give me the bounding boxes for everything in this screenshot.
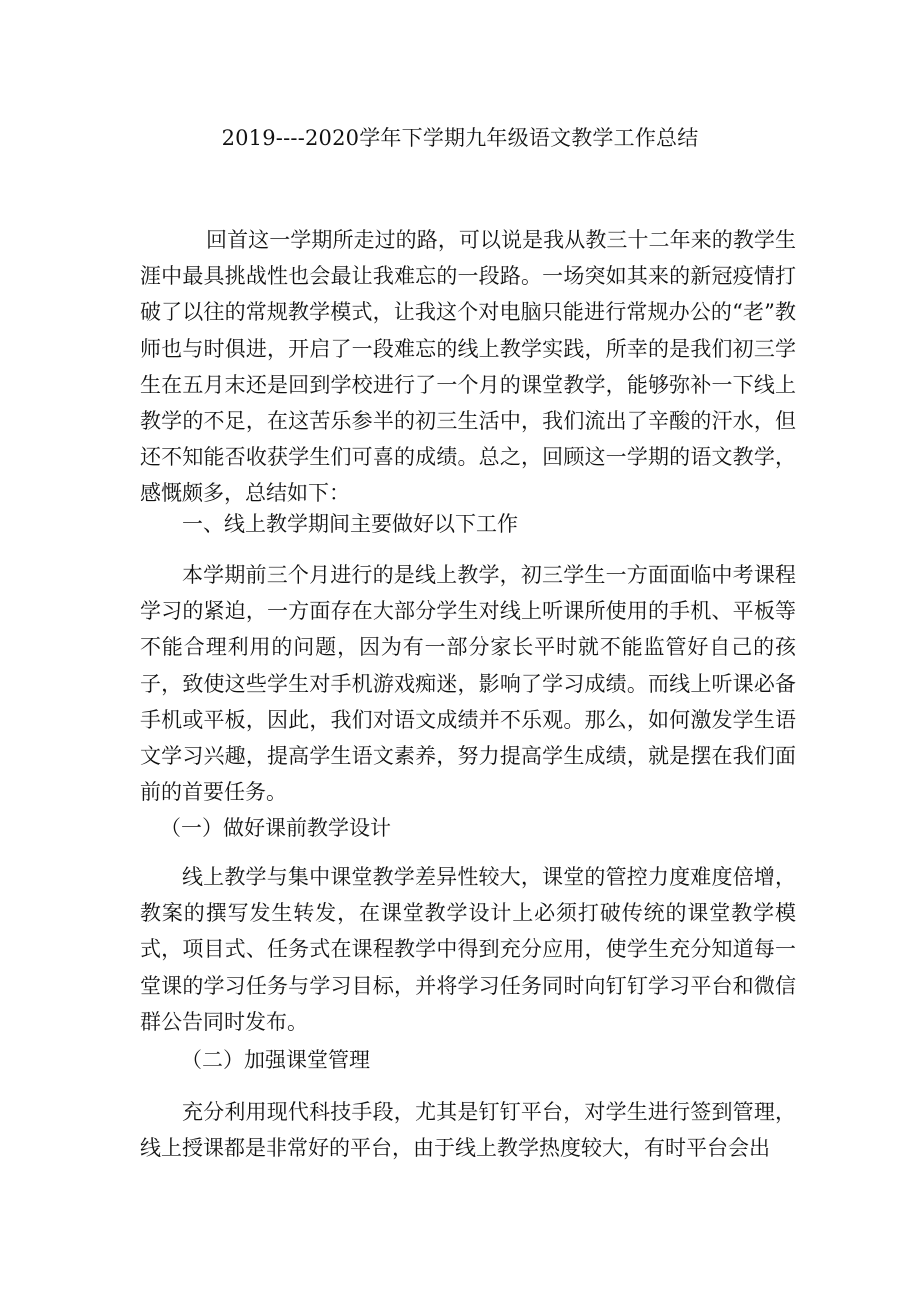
section-heading-online-teaching: 一、线上教学期间主要做好以下工作 (182, 512, 518, 536)
paragraph-lesson-design: 线上教学与集中课堂教学差异性较大，课堂的管控力度难度倍增，教案的撰写发生转发，在课堂教学设计上必须打破传统的课堂教学模式，项目式、任务式在课程教学中得到充分应用，使学生充分知道每一堂课的学习任务与学习目标，并将学习任务同时向钉钉学习平台和微信群公告同时发布。 (140, 865, 796, 1034)
document-title: 2019----2020学年下学期九年级语文教学工作总结 (221, 126, 699, 150)
paragraph-classroom-management: 充分利用现代科技手段，尤其是钉钉平台，对学生进行签到管理，线上授课都是非常好的平台，由于线上教学热度较大，有时平台会出 (140, 1100, 796, 1161)
section-paragraph-online-teaching: 本学期前三个月进行的是线上教学，初三学生一方面面临中考课程学习的紧迫，一方面存在大部分学生对线上听课所使用的手机、平板等不能合理利用的问题，因为有一部分家长平时就不能监管好自己的孩子，致使这些学生对手机游戏痴迷，影响了学习成绩。而线上听课必备手机或平板，因此，我们对语文成绩并不乐观。那么，如何激发学生语文学习兴趣，提高学生语文素养，努力提高学生成绩，就是摆在我们面前的首要任务。 (140, 563, 796, 805)
subheading-lesson-design: （一）做好课前教学设计 (160, 816, 391, 840)
subheading-classroom-management: （二）加强课堂管理 (181, 1048, 370, 1072)
intro-paragraph: 回首这一学期所走过的路，可以说是我从教三十二年来的教学生涯中最具挑战性也会最让我难忘的一段路。一场突如其来的新冠疫情打破了以往的常规教学模式，让我这个对电脑只能进行常规办公的“老”教师也与时俱进，开启了一段难忘的线上教学实践，所幸的是我们初三学生在五月末还是回到学校进行了一个月的课堂教学，能够弥补一下线上教学的不足，在这苦乐参半的初三生活中，我们流出了辛酸的汗水，但还不知能否收获学生们可喜的成绩。总之，回顾这一学期的语文教学，感慨颇多，总结如下： (140, 228, 796, 506)
